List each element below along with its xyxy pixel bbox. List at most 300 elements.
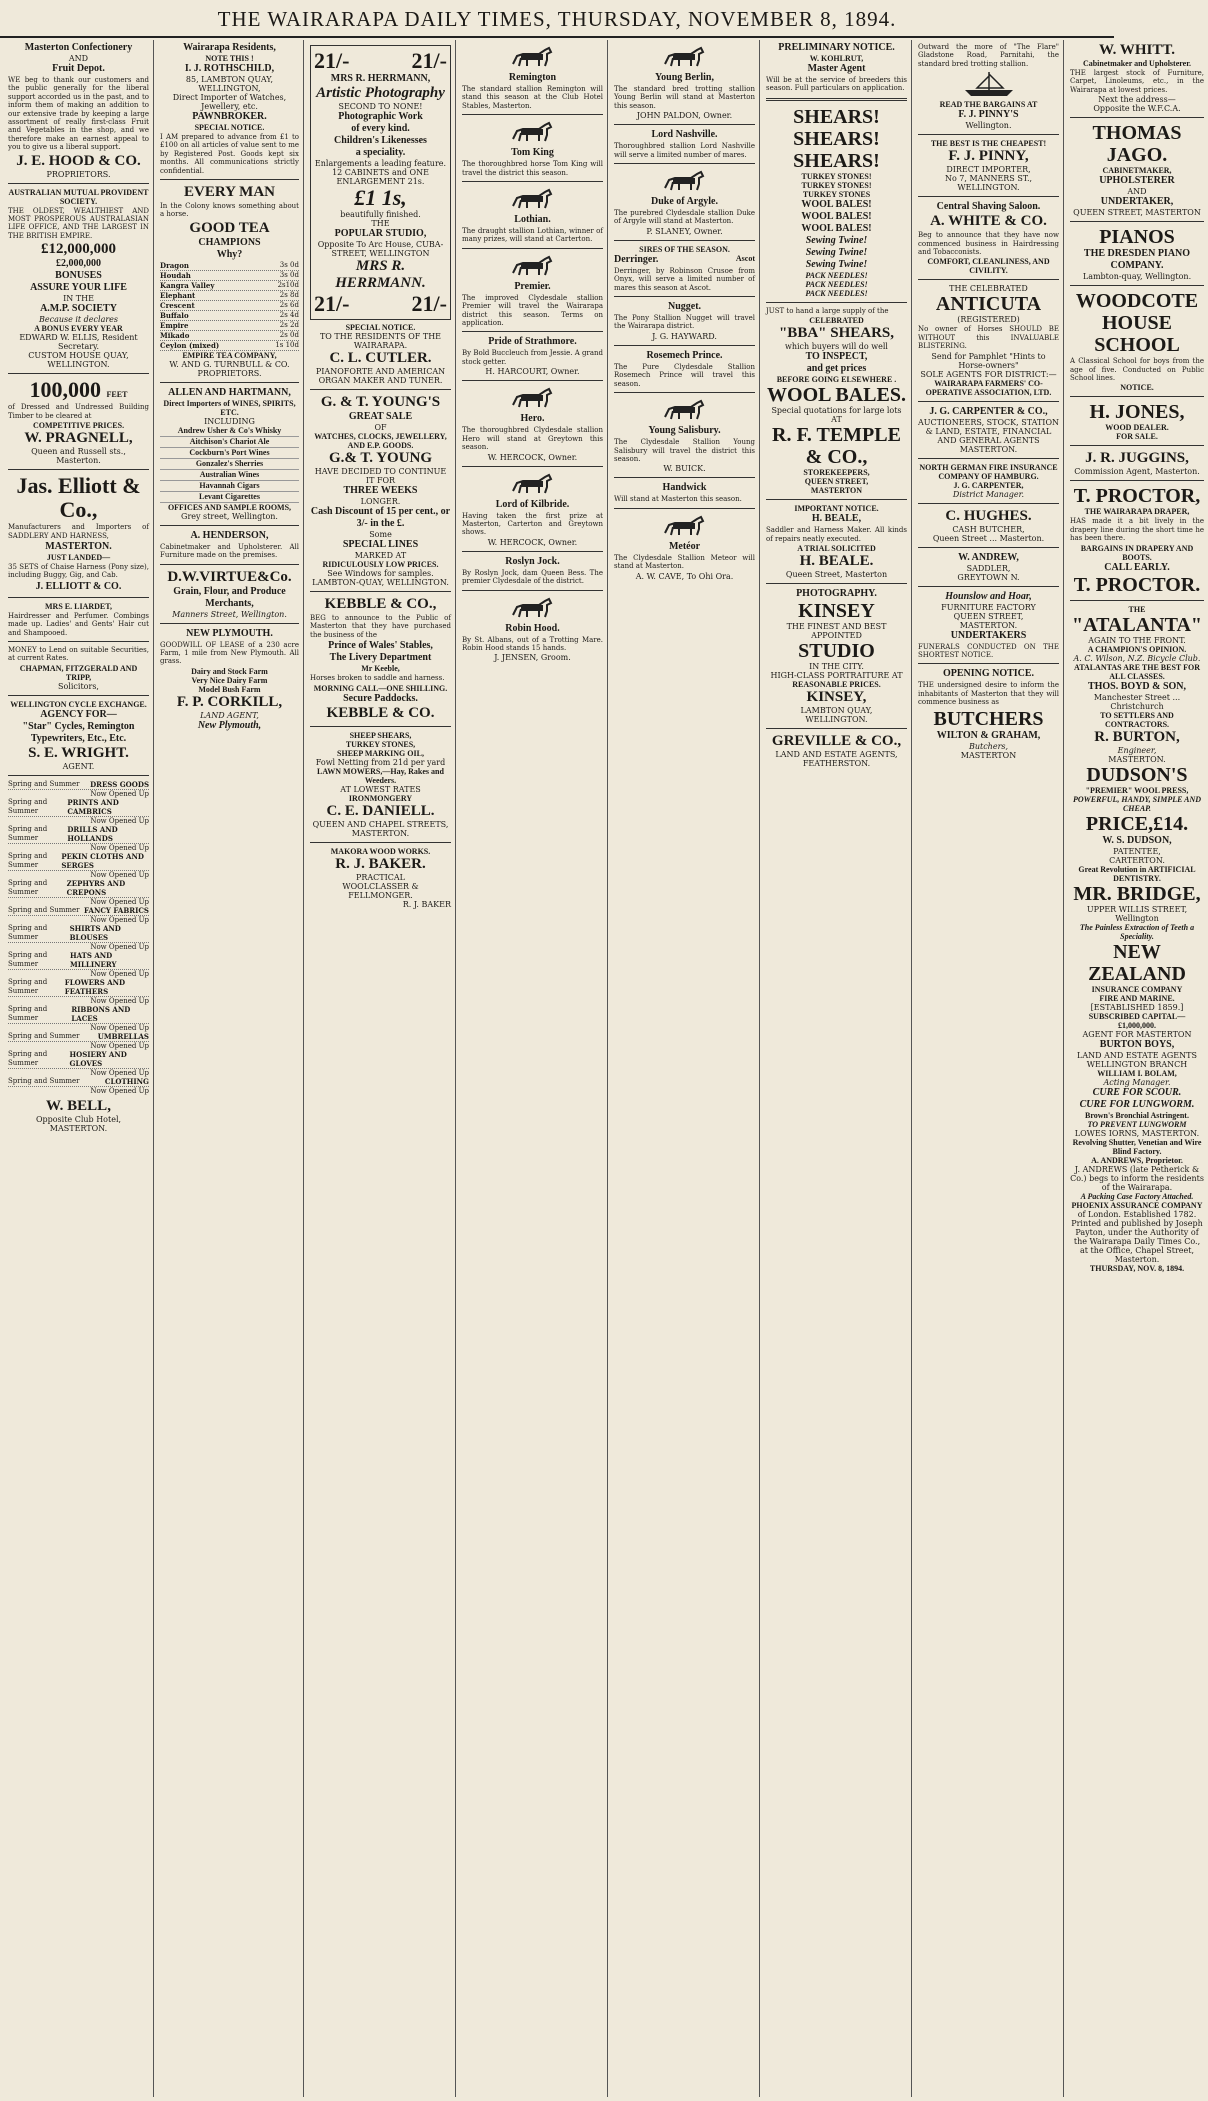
ad-role: DIRECT IMPORTER,: [946, 165, 1031, 175]
ad-next: Next the address—: [1098, 95, 1176, 105]
ad-firm: C. E. DANIELL.: [326, 802, 435, 819]
ad-role: WOOD DEALER.: [1105, 423, 1169, 433]
ad-bargains: BARGAINS IN DRAPERY AND BOOTS.: [1080, 543, 1194, 562]
stallion-text: The purebred Clydesdale stallion Duke of Argyle will stand at Masterton.: [614, 209, 755, 226]
bell-item: DRESS GOODS: [90, 779, 149, 789]
ad-town: New Plymouth,: [197, 719, 262, 731]
ad-firm: F. J. PINNY'S: [958, 109, 1019, 121]
ad-under: UNDERTAKER,: [1100, 196, 1174, 208]
ad-every: of every kind.: [351, 123, 410, 134]
stallion-owner: J. G. HAYWARD.: [652, 331, 717, 341]
stallion-handwick: [614, 482, 755, 503]
bell-opened: Now Opened Up: [90, 1041, 149, 1050]
tea-row: [160, 321, 299, 331]
bell-spring-label: Spring and Summer: [8, 779, 80, 788]
ad-wool-word: WOOL BALES!: [801, 198, 872, 210]
andrews-body: J. ANDREWS (late Petherick & Co.) begs to inform the residents of the Wairarapa.: [1070, 1164, 1204, 1192]
ad-three: THREE WEEKS: [343, 485, 418, 496]
scour-lung: TO PREVENT LUNGWORM: [1087, 1119, 1187, 1129]
dudson-firm: W. S. DUDSON,: [1102, 834, 1172, 846]
imprint: Printed and published by Joseph Payton, under the Authority of the Wairarapa Daily Times Co., at the Office, Chapel Street, Masterton.: [1071, 1218, 1203, 1264]
ad-town: FEATHERSTON.: [802, 759, 871, 769]
ad-wool-word: WOOL BALES!: [801, 222, 872, 234]
burton-title: TO SETTLERS AND CONTRACTORS.: [1100, 710, 1174, 729]
ad-opp: Opposite the W.F.C.A.: [1093, 104, 1181, 114]
ad-high: HIGH-CLASS PORTRAITURE AT: [770, 671, 903, 681]
ad-comp: COMPETITIVE PRICES.: [32, 421, 125, 431]
stallion-name: Duke of Argyle.: [651, 196, 718, 208]
ad-model: Model Bush Farm: [198, 684, 261, 694]
nzi-branch: WELLINGTON BRANCH: [1086, 1059, 1188, 1069]
ad-fowl: Fowl Netting from 21d per yard: [315, 757, 446, 767]
ad-pinny: [918, 43, 1059, 130]
ad-agent: EDWARD W. ELLIS, Resident Secretary.: [19, 333, 138, 352]
ad-firm: D.W.VIRTUE&Co.: [167, 568, 292, 585]
wine-item: Gonzalez's Sherries: [160, 459, 299, 470]
ad-jago: [1070, 122, 1204, 217]
ad-in: IN THE: [63, 294, 94, 304]
tea-price: 2s 2d: [279, 320, 299, 329]
bell-opened: Now Opened Up: [90, 870, 149, 879]
ad-hughes: [918, 508, 1059, 543]
bell-item: DRILLS AND HOLLANDS: [67, 824, 118, 843]
ad-pack-word: PACK NEEDLES!: [805, 288, 868, 298]
ad-herrmann: [310, 45, 451, 320]
ad-role: FURNITURE FACTORY: [941, 602, 1036, 612]
bell-item: PEKIN CLOTHS AND SERGES: [61, 851, 144, 870]
newspaper-title: THE WAIRARAPA DAILY TIMES, THURSDAY, NOVEMBER 8, 1894.: [217, 7, 897, 31]
stallion-text: The standard bred trotting stallion Young Berlin will stand at Masterton this season.: [614, 85, 755, 110]
ad-title: Central Shaving Saloon.: [936, 201, 1041, 213]
ad-the: THE: [371, 219, 390, 228]
ad-kebble: [310, 596, 451, 722]
horse-icon: [509, 119, 557, 145]
ad-trial: A TRIAL SOLICITED: [797, 544, 876, 554]
ad-body: of Dressed and Undressed Building Timber to be cleared at: [8, 403, 149, 420]
columns: [4, 40, 1204, 2097]
bell-opened: Now Opened Up: [90, 843, 149, 852]
tea-row: [160, 281, 299, 291]
ad-new-plymouth: [160, 628, 299, 732]
ad-firm: Jas. Elliott & Co.,: [16, 473, 141, 523]
ad-under: UNDERTAKERS: [950, 629, 1027, 641]
ad-firm: W. KOHLRUT,: [809, 54, 864, 63]
ad-firm: C. L. CUTLER.: [329, 350, 432, 366]
ad-firm: MRS R. HERRMANN,: [330, 73, 431, 84]
ad-dairy: Dairy and Stock Farm: [191, 666, 268, 676]
dudson-title: DUDSON'S: [1086, 763, 1188, 786]
ad-andrew: [918, 552, 1059, 582]
ad-lawn: LAWN MOWERS,—Hay, Rakes and Weeders.: [317, 766, 444, 785]
ad-wool: WOOL BALES.: [767, 384, 906, 407]
tea-row: [160, 341, 299, 351]
stallion-owner: W. HERCOCK, Owner.: [487, 537, 578, 547]
bell-spring-row: [8, 906, 149, 916]
ad-body: HAS made it a bit lively in the drapery line during the short time he has been there.: [1070, 517, 1204, 543]
bell-spring-label: Spring and Summer: [8, 950, 48, 968]
ad-turkey-word: TURKEY STONES!: [801, 171, 872, 181]
bell-spring-label: Spring and Summer: [8, 977, 48, 995]
ad-offices: OFFICES AND SAMPLE ROOMS,: [167, 502, 292, 512]
stallion-premier: [462, 253, 603, 328]
tea-name: Empire: [160, 320, 189, 330]
column-1: [4, 40, 154, 2097]
ad-firm: KEBBLE & CO.,: [324, 596, 437, 612]
stallion-text: The improved Clydesdale stallion Premier will travel the Wairarapa district this season. Terms on application.: [462, 293, 603, 328]
ad-shears-word: SHEARS!: [793, 149, 880, 172]
ad-addr: Queen Street ... Masterton.: [932, 533, 1045, 543]
bell-spring-label: Spring and Summer: [8, 851, 48, 869]
ad-firm: I. J. ROTHSCHILD,: [184, 63, 275, 74]
bell-opened: Now Opened Up: [90, 915, 149, 924]
andrews-title: Revolving Shutter, Venetian and Wire Blind Factory.: [1072, 1137, 1202, 1156]
ad-notice: IMPORTANT NOTICE.: [794, 504, 879, 514]
ad-some: Some: [369, 530, 392, 539]
ad-firm: J. ELLIOTT & CO.: [35, 580, 122, 592]
stallion-text: Derringer, by Robinson Crusoe from Onyx, will serve a limited number of mares this season at Ascot.: [614, 266, 755, 292]
ad-money: [8, 646, 149, 691]
bell-item: CLOTHING: [104, 1076, 149, 1086]
ad-addr: LAMBTON-QUAY, WELLINGTON.: [312, 578, 449, 587]
tea-row: [160, 271, 299, 281]
tea-price: 2s 4d: [279, 310, 299, 319]
ad-body: Outward the more of "The Flare" Gladstone Road, Parnitahi, the standard bred trotting stallion.: [918, 43, 1059, 68]
ad-town: GREYTOWN N.: [957, 572, 1020, 582]
bell-spring-row: [8, 951, 149, 970]
stallion-name: Lord of Kilbride.: [495, 498, 570, 510]
ad-name: ANTICUTA: [935, 293, 1042, 316]
stallion-owner: JOHN PALDON, Owner.: [636, 111, 733, 121]
stallion-text: By Bold Buccleuch from Jessie. A grand stock getter.: [462, 349, 603, 366]
ad-woodcote: [1070, 290, 1204, 392]
ad-town: Wellington.: [965, 121, 1012, 131]
stallion-name: Nugget.: [667, 301, 702, 313]
ad-city: IN THE CITY.: [809, 662, 864, 672]
ad-iron: IRONMONGERY: [348, 793, 413, 803]
ad-firm: S. E. WRIGHT.: [28, 744, 129, 761]
ad-firm3: KEBBLE & CO.: [326, 704, 435, 721]
ad-firm: H. JONES,: [1089, 401, 1185, 424]
stallion-rosemech: [614, 350, 755, 388]
ad-firm: EMPIRE TEA COMPANY,: [182, 350, 277, 360]
ad-firm: W. PRAGNELL,: [24, 430, 133, 447]
ad-kinsey: [766, 588, 907, 724]
ad-addr: QUEEN AND CHAPEL STREETS, MASTERTON.: [312, 819, 449, 838]
ad-star: "Star" Cycles, Remington Typewriters, Etc., Etc.: [22, 720, 135, 744]
dudson-town: CARTERTON.: [1109, 855, 1165, 865]
ad-longer: LONGER.: [360, 497, 401, 506]
ad-before: BEFORE GOING ELSEWHERE .: [776, 375, 897, 385]
ad-desc: Direct Importer of Watches, Jewellery, etc.: [172, 93, 287, 111]
tea-price: 2s10d: [277, 280, 299, 289]
ad-firm: C. HUGHES.: [945, 507, 1032, 524]
ad-turkey-word: TURKEY STONES!: [801, 180, 872, 190]
tea-price: 1s 10d: [275, 340, 299, 349]
stallion-duke-argyle: [614, 168, 755, 236]
ad-firm: R. F. TEMPLE & CO.,: [772, 424, 901, 469]
stallion-owner: W. HERCOCK, Owner.: [487, 452, 578, 462]
ad-sub: AND: [68, 54, 89, 63]
atalanta-sub: AGAIN TO THE FRONT.: [1088, 635, 1186, 645]
ad-title: OPENING NOTICE.: [942, 668, 1035, 680]
ad-addr: Manners Street, Wellington.: [172, 609, 287, 619]
bell-spring-label: Spring and Summer: [8, 1031, 80, 1040]
ad-to: TO THE RESIDENTS OF THE WAIRARAPA.: [319, 332, 442, 350]
stallion-text: The thoroughbred Clydesdale stallion Hero will stand at Greytown this season.: [462, 426, 603, 452]
ad-role: Butchers,: [968, 741, 1009, 751]
ad-sew-word: Sewing Twine!: [805, 258, 868, 270]
ad-young: [310, 394, 451, 587]
wine-item: Andrew Usher & Co's Whisky: [160, 426, 299, 437]
scour-firm: LOWES IORNS, MASTERTON.: [1074, 1128, 1200, 1138]
bell-spring-row: [8, 1032, 149, 1042]
burton-firm: R. BURTON,: [1094, 728, 1180, 745]
ad-up: UPHOLSTERER: [1099, 175, 1175, 187]
ad-temple: [766, 307, 907, 495]
stallion-remington: [462, 44, 603, 110]
ad-title: WELLINGTON CYCLE EXCHANGE.: [10, 699, 147, 709]
ad-marked: MARKED AT: [354, 551, 407, 560]
horse-icon: [661, 397, 709, 423]
ad-firm2: KINSEY,: [806, 689, 867, 706]
ad-firm: R. J. BAKER.: [335, 855, 426, 872]
ad-addr: Queen and Russell sts., Masterton.: [31, 447, 126, 466]
ad-pianos: PIANOS: [1099, 226, 1175, 249]
stallion-robin-hood: [462, 595, 603, 663]
ad-body: Hairdresser and Perfumer. Combings made up. Ladies' and Gents' Hair cut and Shampooed.: [8, 611, 149, 637]
ad-title: MAKORA WOOD WORKS.: [330, 846, 431, 856]
ad-body: Saddler and Harness Maker. All kinds of repairs neatly executed.: [766, 526, 907, 543]
ad-inspect: which buyers will do well: [785, 342, 888, 352]
ad-body: Cabinetmaker and Upholsterer. All Furniture made on the premises.: [160, 542, 299, 560]
ad-title: THE CELEBRATED: [949, 284, 1028, 294]
ad-enl: Enlargements a leading feature.: [314, 159, 447, 168]
stallion-text: The draught stallion Lothian, winner of many prizes, will stand at Carterton.: [462, 227, 603, 244]
ad-turkey-word: TURKEY STONES: [802, 189, 871, 199]
stallion-text: The Pony Stallion Nugget will travel the Wairarapa district.: [614, 314, 755, 331]
ad-photo: Photographic Work: [338, 111, 423, 122]
ad-amp: [8, 188, 149, 370]
stallion-young-berlin: [614, 44, 755, 120]
ad-finest: THE FINEST AND BEST APPOINTED: [786, 622, 887, 641]
ad-butchers: BUTCHERS: [933, 707, 1044, 730]
atalanta-the: THE: [1128, 604, 1146, 614]
stallion-text: The thoroughbred horse Tom King will travel the district this season.: [462, 160, 603, 177]
ad-greville: [766, 733, 907, 768]
ad-pound: £1 1s,: [354, 185, 407, 210]
nzi-role: LAND AND ESTATE AGENTS: [1077, 1050, 1197, 1060]
phoenix-firm: PHOENIX ASSURANCE COMPANY: [1071, 1200, 1203, 1210]
ad-body: Grain, Flour, and Produce Merchants,: [173, 585, 286, 609]
ad-body: FUNERALS CONDUCTED ON THE SHORTEST NOTICE.: [918, 642, 1059, 660]
ad-town: MASTERTON: [810, 486, 863, 496]
ad-reason: REASONABLE PRICES.: [792, 680, 881, 690]
bell-item: SHIRTS AND BLOUSES: [69, 923, 121, 942]
tea-price: 2s 8d: [279, 290, 299, 299]
ad-title: AUSTRALIAN MUTUAL PROVIDENT SOCIETY.: [8, 187, 149, 206]
bell-spring-label: Spring and Summer: [8, 1049, 48, 1067]
ad-price: 21/-: [314, 291, 350, 316]
stallion-name: Hero.: [520, 413, 545, 425]
column-5: [610, 40, 760, 2097]
wine-item: Aitchison's Chariot Ale: [160, 437, 299, 448]
ad-role: PROPRIETORS.: [46, 169, 111, 179]
bell-spring-row: [8, 825, 149, 844]
ad-bonuses: BONUSES: [55, 270, 102, 282]
tea-price: 2s 6d: [279, 300, 299, 309]
ad-body: BEG to announce to the Public of Masterton that they have purchased the business of the: [310, 614, 451, 639]
stallion-roslyn-jock: [462, 556, 603, 586]
ad-daniell: [310, 731, 451, 838]
bell-opened: Now Opened Up: [90, 789, 149, 798]
ad-firm2: Mr Keeble,: [361, 664, 400, 674]
bell-opened: Now Opened Up: [90, 1023, 149, 1032]
ad-title: WOODCOTE HOUSE SCHOOL: [1075, 290, 1199, 357]
ad-horses: Horses broken to saddle and harness.: [310, 674, 445, 683]
ad-title: A. HENDERSON,: [190, 529, 269, 541]
nzi-mgr: WILLIAM I. BOLAM,: [1097, 1068, 1177, 1078]
ad-funds: £12,000,000: [41, 241, 116, 258]
bell-spring-row: [8, 1005, 149, 1024]
ad-addr: Queen Street, Masterton: [785, 570, 888, 580]
ad-confectionery: [8, 42, 149, 179]
ad-price: 21/-: [411, 291, 447, 316]
ad-role: AUCTIONEERS, STOCK, STATION & LAND, ESTATE, FINANCIAL AND GENERAL AGENTS: [918, 417, 1060, 445]
stallion-name: Robin Hood.: [505, 622, 560, 634]
ad-great: GREAT SALE: [348, 411, 413, 422]
ad-very: Very Nice Dairy Farm: [191, 675, 268, 685]
bell-spring-label: Spring and Summer: [8, 905, 80, 914]
column-2: [156, 40, 304, 2097]
nzi-capital: SUBSCRIBED CAPITAL—£1,000,000.: [1088, 1011, 1186, 1030]
imprint-date: THURSDAY, NOV. 8, 1894.: [1089, 1263, 1185, 1273]
ad-body: Manufacturers and Importers of SADDLERY AND HARNESS,: [8, 523, 149, 540]
ad-items: WATCHES, CLOCKS, JEWELLERY, AND E.P. GOODS.: [314, 432, 447, 450]
tea-name: Ceylon (mixed): [160, 340, 220, 350]
ad-tea: [160, 184, 299, 378]
bell-item: HOSIERY AND GLOVES: [69, 1049, 127, 1068]
stallion-owner: W. BUICK.: [663, 464, 706, 474]
ad-body: JUST to hand a large supply of the: [766, 306, 889, 315]
tea-name: Mikado: [160, 330, 190, 340]
ad-call: CALL EARLY.: [1104, 561, 1170, 573]
stallion-pride: [462, 336, 603, 376]
ad-firm: ALLEN AND HARTMANN,: [168, 386, 291, 398]
ad-turkey: TURKEY STONES,: [345, 739, 416, 749]
ad-cutler: [310, 323, 451, 385]
stallion-name: Rosemech Prince.: [646, 349, 723, 361]
ad-role: PRACTICAL: [355, 872, 405, 882]
ad-addr: Lambton-quay, Wellington.: [1082, 272, 1192, 282]
ad-sole: SOLE AGENTS FOR DISTRICT:—: [920, 369, 1057, 379]
nzi-firm: BURTON BOYS,: [1099, 1038, 1175, 1050]
ad-body: GOODWILL OF LEASE of a 230 acre Farm, 1 mile from New Plymouth. All grass.: [160, 640, 299, 666]
ad-spec: a speciality.: [355, 147, 406, 158]
ad-every: A BONUS EVERY YEAR: [34, 324, 123, 334]
ad-addr: 85, LAMBTON QUAY, WELLINGTON,: [185, 75, 274, 93]
bell-spring-row: [8, 1077, 149, 1087]
ad-body: THE largest stock of Furniture, Carpet, Linoleums, etc., in the Wairarapa at lowest prices.: [1070, 69, 1204, 94]
stallion-text: By St. Albans, out of a Trotting Mare. Robin Hood stands 15 hands.: [462, 635, 603, 652]
ad-body: A Classical School for boys from the age of five. Conducted on Public School lines.: [1070, 357, 1204, 383]
stallion-lothian: [462, 186, 603, 244]
stallion-name: Remington: [508, 72, 557, 83]
ad-at: AT: [831, 415, 842, 425]
burton-town: MASTERTON.: [1108, 754, 1166, 764]
wine-item: Cockburn's Port Wines: [160, 448, 299, 459]
ad-saddlery: [8, 474, 149, 593]
ad-sew-word: Sewing Twine!: [805, 246, 868, 258]
tea-row: [160, 331, 299, 341]
ad-body: I AM prepared to advance from £1 to £100 on all articles of value sent to me by Registered Post. Goods kept six months. All communications strictly confidential.: [160, 133, 299, 175]
ad-pack-word: PACK NEEDLES!: [805, 270, 868, 280]
ad-juggins: [1070, 450, 1204, 476]
ad-liardet: [8, 602, 149, 637]
ad-to: TO INSPECT,: [805, 351, 868, 363]
ad-notice: NOTICE.: [1120, 383, 1154, 393]
tea-name: Buffalo: [160, 310, 189, 320]
boyd-firm: THOS. BOYD & SON,: [1087, 680, 1187, 692]
bridge-painless: The Painless Extraction of Teeth a Speciality.: [1079, 922, 1195, 941]
ad-kohlrut: [766, 42, 907, 93]
horse-icon: [661, 513, 709, 539]
ad-firm: GREVILLE & CO.,: [771, 733, 902, 750]
ad-shears: [766, 106, 907, 298]
ad-wilton-graham: [918, 668, 1059, 759]
stallion-tom-king: [462, 119, 603, 177]
tea-name: Crescent: [160, 300, 195, 310]
wine-list: [160, 426, 299, 503]
tea-row: [160, 291, 299, 301]
bell-item: UMBRELLAS: [97, 1031, 149, 1041]
ad-beale: H. BEALE,: [811, 513, 862, 525]
stallion-name: Premier.: [514, 280, 551, 292]
ad-studio: STUDIO: [798, 640, 875, 663]
column-8: [1066, 40, 1208, 2097]
ad-hounslow: [918, 591, 1059, 660]
ad-body: No owner of Horses SHOULD BE WITHOUT this INVALUABLE BLISTERING.: [918, 325, 1059, 351]
ad-pawn: PAWNBROKER.: [192, 111, 267, 122]
masthead: [0, 0, 1114, 38]
ad-role: AGENT.: [62, 761, 95, 771]
ad-and: and get prices: [806, 363, 867, 375]
bell-spring-row: [8, 780, 149, 790]
ad-sub: NOTE THIS !: [205, 54, 254, 63]
ad-town: MASTERTON: [960, 750, 1017, 760]
bell-spring-label: Spring and Summer: [8, 1004, 48, 1022]
ad-role: PIANOFORTE AND AMERICAN ORGAN MAKER AND TUNER.: [315, 367, 446, 385]
stallion-young-salisbury: [614, 397, 755, 473]
ad-bell-list: [8, 780, 149, 1095]
ad-firm: F. J. PINNY,: [948, 148, 1029, 165]
ad-firm: THOMAS JAGO.: [1092, 122, 1182, 167]
ad-tea: GOOD TEA: [189, 219, 270, 236]
bell-opened: Now Opened Up: [90, 897, 149, 906]
ad-cash: Cash Discount of 15 per cent., or 3/- in the £.: [310, 506, 451, 529]
ad-allen-hartmann: [160, 387, 299, 521]
ad-and: AND: [1127, 187, 1147, 197]
ad-role: SADDLER,: [966, 563, 1011, 573]
ad-jones: [1070, 401, 1204, 441]
ad-henderson: [160, 530, 299, 560]
bell-opened: Now Opened Up: [90, 942, 149, 951]
bell-spring-label: Spring and Summer: [8, 797, 48, 815]
ad-anticuta: [918, 284, 1059, 396]
bell-spring-row: [8, 879, 149, 898]
ad-agency: AGENCY FOR—: [40, 708, 117, 720]
bell-spring-row: [8, 798, 149, 817]
ad-body: Beg to announce that they have now commenced business in Hairdressing and Tobacconists.: [918, 231, 1059, 257]
